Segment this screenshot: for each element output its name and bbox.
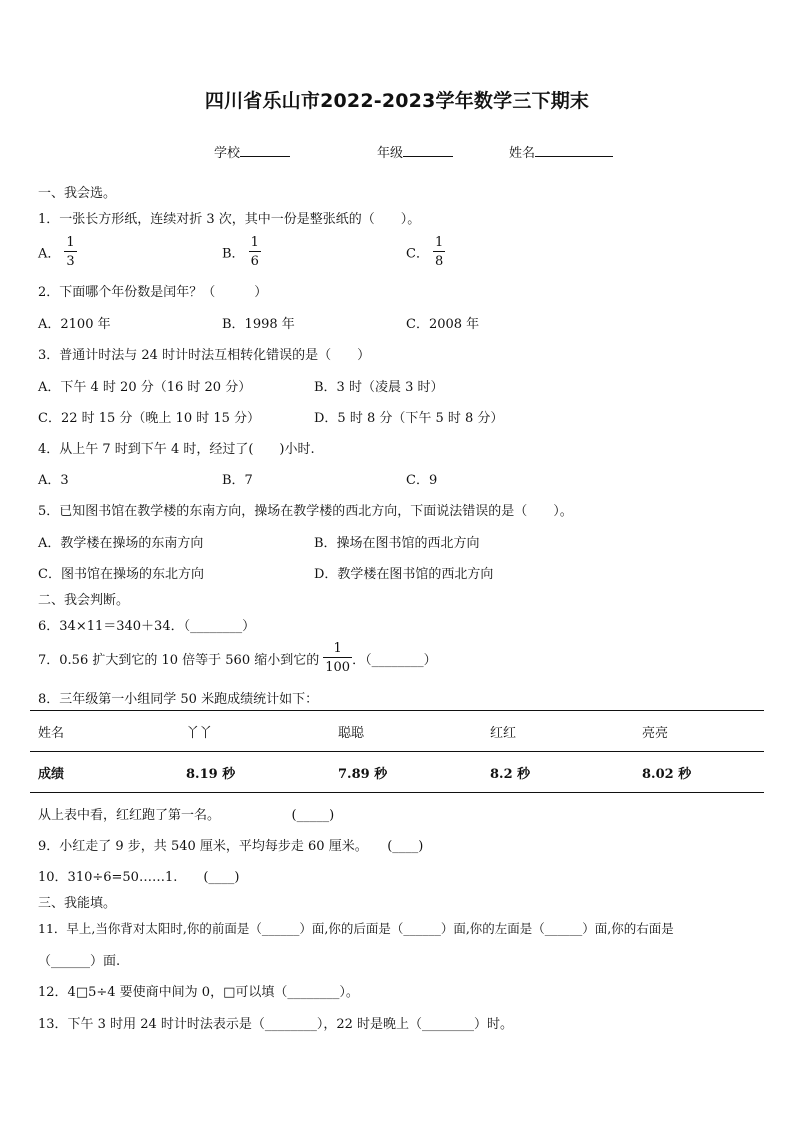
question-7-text: 7．0.56 扩大到它的 10 倍等于 560 缩小到它的 bbox=[38, 652, 320, 668]
question-3-option-a[interactable]: A．下午 4 时 20 分（16 时 20 分） bbox=[38, 380, 252, 395]
fraction-one-sixth: $\frac{1}{6}$ bbox=[250, 235, 259, 269]
question-2-option-c[interactable]: C．2008 年 bbox=[406, 317, 480, 332]
question-2-option-b[interactable]: B．1998 年 bbox=[222, 317, 295, 332]
question-11-line-2: （______）面. bbox=[38, 954, 121, 969]
option-b-label: B． bbox=[222, 246, 245, 262]
question-2-option-a[interactable]: A．2100 年 bbox=[38, 317, 111, 332]
question-2-stem: 2．下面哪个年份数是闰年？（ ） bbox=[38, 285, 268, 300]
question-8-stem: 8．三年级第一小组同学 50 米跑成绩统计如下： bbox=[38, 692, 319, 707]
table-header-cell: 姓名 bbox=[30, 711, 176, 752]
question-7-answer: ．（________） bbox=[352, 652, 437, 668]
question-10: 10．310÷6=50……1. (____) bbox=[38, 870, 240, 885]
section-heading-2: 二、我会判断。 bbox=[38, 593, 130, 608]
question-1-option-a[interactable] bbox=[38, 236, 77, 268]
question-12: 12．4□5÷4 要使商中间为 0，□可以填（________）。 bbox=[38, 985, 359, 1000]
question-3-option-d[interactable]: D．5 时 8 分（下午 5 时 8 分） bbox=[314, 411, 504, 426]
table-cell: 8.2 秒 bbox=[476, 752, 628, 793]
table-header-cell: 红红 bbox=[476, 711, 628, 752]
question-13: 13．下午 3 时用 24 时计时法表示是（________），22 时是晚上（________）时。 bbox=[38, 1017, 514, 1032]
table-cell: 8.02 秒 bbox=[628, 752, 764, 793]
question-9: 9．小红走了 9 步，共 540 厘米，平均每步走 60 厘米。 (____) bbox=[38, 839, 424, 854]
option-c-label: C． bbox=[406, 246, 429, 262]
fraction-one-hundredth: $\frac{1}{100}$ bbox=[325, 641, 351, 675]
table-cell: 7.89 秒 bbox=[324, 752, 476, 793]
grade-blank[interactable] bbox=[403, 144, 453, 157]
grade-label: 年级 bbox=[377, 146, 404, 161]
question-5-option-c[interactable]: C．图书馆在操场的东北方向 bbox=[38, 567, 204, 582]
question-5-option-d[interactable]: D．教学楼在图书馆的西北方向 bbox=[314, 567, 494, 582]
question-4-option-a[interactable]: A．3 bbox=[38, 473, 69, 488]
name-blank[interactable] bbox=[535, 144, 613, 157]
question-3-option-b[interactable]: B．3 时（凌晨 3 时） bbox=[314, 380, 444, 395]
school-label: 学校 bbox=[214, 146, 241, 161]
table-cell: 成绩 bbox=[30, 752, 176, 793]
school-field bbox=[214, 142, 290, 161]
question-3-option-c[interactable]: C．22 时 15 分（晚上 10 时 15 分） bbox=[38, 411, 261, 426]
school-blank[interactable] bbox=[240, 144, 290, 157]
section-heading-3: 三、我能填。 bbox=[38, 896, 117, 911]
table-cell: 8.19 秒 bbox=[176, 752, 324, 793]
question-4-stem: 4．从上午 7 时到下午 4 时，经过了( )小时. bbox=[38, 442, 315, 457]
question-1-option-c[interactable] bbox=[406, 236, 445, 268]
question-1-stem: 1．一张长方形纸，连续对折 3 次，其中一份是整张纸的（ ）。 bbox=[38, 212, 421, 227]
page-title: 四川省乐山市2022-2023学年数学三下期末 bbox=[204, 90, 590, 112]
grade-field bbox=[377, 142, 453, 161]
table-header-cell: 聪聪 bbox=[324, 711, 476, 752]
option-a-label: A． bbox=[38, 246, 61, 262]
question-7 bbox=[38, 640, 437, 676]
question-6: 6．34×11＝340＋34．（________） bbox=[38, 619, 256, 634]
table-header-cell: 亮亮 bbox=[628, 711, 764, 752]
section-heading-1: 一、我会选。 bbox=[38, 186, 117, 201]
question-1-option-b[interactable] bbox=[222, 236, 261, 268]
score-table bbox=[30, 710, 764, 793]
name-field bbox=[509, 142, 613, 161]
question-5-option-b[interactable]: B．操场在图书馆的西北方向 bbox=[314, 536, 480, 551]
fraction-one-eighth: $\frac{1}{8}$ bbox=[434, 235, 444, 269]
fraction-one-third: $\frac{1}{3}$ bbox=[66, 235, 75, 269]
question-8-followup: 从上表中看，红红跑了第一名。 (_____) bbox=[38, 808, 335, 823]
table-row bbox=[30, 752, 764, 793]
question-5-stem: 5．已知图书馆在教学楼的东南方向，操场在教学楼的西北方向，下面说法错误的是（ ）。 bbox=[38, 504, 573, 519]
question-11-line-1: 11．早上,当你背对太阳时,你的前面是（______）面,你的后面是（______）面,你的左面是（______）面,你的右面是 bbox=[38, 921, 674, 936]
table-header-cell: 丫丫 bbox=[176, 711, 324, 752]
table-header-row bbox=[30, 711, 764, 752]
question-5-option-a[interactable]: A．教学楼在操场的东南方向 bbox=[38, 536, 204, 551]
question-4-option-c[interactable]: C．9 bbox=[406, 473, 438, 488]
name-label: 姓名 bbox=[509, 146, 536, 161]
question-3-stem: 3．普通计时法与 24 时计时法互相转化错误的是（ ） bbox=[38, 348, 371, 363]
question-4-option-b[interactable]: B．7 bbox=[222, 473, 253, 488]
